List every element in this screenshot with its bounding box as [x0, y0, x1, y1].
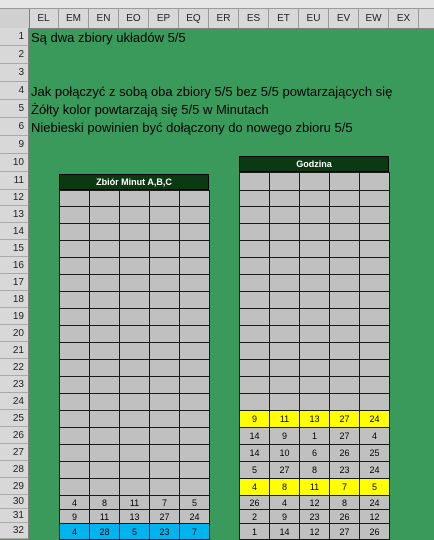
- left_table-cell-r21-c4[interactable]: [149, 342, 180, 360]
- left_table-cell-r12-c5[interactable]: [179, 190, 210, 207]
- right_table-cell-r13-c3[interactable]: [299, 206, 330, 224]
- right_table-cell-r19-c5[interactable]: [359, 308, 390, 326]
- row-header-5[interactable]: 5: [0, 100, 29, 118]
- right_table-cell-r23-c4[interactable]: [329, 376, 360, 394]
- right_table-cell-r15-c3[interactable]: [299, 240, 330, 258]
- right_table-cell-r30-c3[interactable]: 12: [299, 495, 330, 510]
- right_table-cell-r15-c2[interactable]: [269, 240, 300, 258]
- left_table-cell-r13-c4[interactable]: [149, 206, 180, 224]
- right_table-cell-r11-c5[interactable]: [359, 172, 390, 191]
- right_table-cell-r20-c5[interactable]: [359, 325, 390, 343]
- right_table-cell-r26-c1[interactable]: 14: [239, 427, 270, 445]
- right_table-cell-r11-c2[interactable]: [269, 172, 300, 191]
- right_table-cell-r17-c4[interactable]: [329, 274, 360, 292]
- right_table-cell-r12-c5[interactable]: [359, 190, 390, 207]
- left_table-cell-r29-c3[interactable]: [119, 478, 150, 496]
- left_table-cell-r23-c3[interactable]: [119, 376, 150, 394]
- left_table-cell-r27-c5[interactable]: [179, 444, 210, 462]
- left_table-cell-r24-c4[interactable]: [149, 393, 180, 411]
- left_table-cell-r23-c1[interactable]: [59, 376, 90, 394]
- right_table-cell-r19-c3[interactable]: [299, 308, 330, 326]
- right_table-cell-r19-c2[interactable]: [269, 308, 300, 326]
- right_table-cell-r14-c3[interactable]: [299, 223, 330, 241]
- right_table-cell-r21-c5[interactable]: [359, 342, 390, 360]
- left_table-cell-r27-c1[interactable]: [59, 444, 90, 462]
- left_table-cell-r17-c4[interactable]: [149, 274, 180, 292]
- left_table-cell-r17-c5[interactable]: [179, 274, 210, 292]
- left_table-title: Zbiór Minut A,B,C: [59, 174, 209, 190]
- row-header-27[interactable]: 27: [0, 444, 29, 461]
- left_table-cell-r18-c5[interactable]: [179, 291, 210, 309]
- right_table-cell-r22-c1[interactable]: [239, 359, 270, 377]
- left_table-cell-r14-c2[interactable]: [89, 223, 120, 241]
- left_table-cell-r14-c3[interactable]: [119, 223, 150, 241]
- column-header-ev[interactable]: EV: [329, 9, 359, 28]
- right_table-cell-r17-c2[interactable]: [269, 274, 300, 292]
- column-header-er[interactable]: ER: [209, 9, 239, 28]
- select-all-corner[interactable]: [0, 9, 30, 28]
- column-header-em[interactable]: EM: [59, 9, 89, 28]
- left_table-cell-r21-c3[interactable]: [119, 342, 150, 360]
- right_table-cell-r11-c3[interactable]: [299, 172, 330, 191]
- left_table-cell-r24-c1[interactable]: [59, 393, 90, 411]
- left_table-cell-r25-c3[interactable]: [119, 410, 150, 428]
- row-header-24[interactable]: 24: [0, 393, 29, 410]
- right_table-cell-r31-c4[interactable]: 26: [329, 509, 360, 524]
- left_table-cell-r18-c1[interactable]: [59, 291, 90, 309]
- right_table-cell-r20-c4[interactable]: [329, 325, 360, 343]
- left_table-cell-r25-c1[interactable]: [59, 410, 90, 428]
- right_table-cell-r24-c1[interactable]: [239, 393, 270, 411]
- right_table-cell-r26-c3[interactable]: 1: [299, 427, 330, 445]
- row-header-26[interactable]: 26: [0, 427, 29, 444]
- left_table-cell-r13-c1[interactable]: [59, 206, 90, 224]
- right_table-cell-r12-c3[interactable]: [299, 190, 330, 207]
- left_table-cell-r21-c1[interactable]: [59, 342, 90, 360]
- row-header-25[interactable]: 25: [0, 410, 29, 427]
- left_table-cell-r31-c1[interactable]: 9: [59, 509, 90, 524]
- row-header-19[interactable]: 19: [0, 308, 29, 325]
- left_table-cell-r27-c2[interactable]: [89, 444, 120, 462]
- column-header-eu[interactable]: EU: [299, 9, 329, 28]
- right_table-cell-r14-c2[interactable]: [269, 223, 300, 241]
- note-text-row-6[interactable]: Niebieski powinien być dołączony do nowego zbioru 5/5: [31, 120, 353, 135]
- row-header-28[interactable]: 28: [0, 461, 29, 478]
- left_table-cell-r15-c5[interactable]: [179, 240, 210, 258]
- left_table-cell-r25-c2[interactable]: [89, 410, 120, 428]
- row-header-11[interactable]: 11: [0, 172, 29, 190]
- left_table-cell-r28-c1[interactable]: [59, 461, 90, 479]
- right_table-cell-r32-c1[interactable]: 1: [239, 523, 270, 540]
- left_table-cell-r28-c2[interactable]: [89, 461, 120, 479]
- left_table-cell-r26-c1[interactable]: [59, 427, 90, 445]
- right_table-cell-r13-c2[interactable]: [269, 206, 300, 224]
- left_table-cell-r23-c5[interactable]: [179, 376, 210, 394]
- right_table-cell-r17-c5[interactable]: [359, 274, 390, 292]
- right_table-cell-r30-c5[interactable]: 24: [359, 495, 390, 510]
- left_table-cell-r26-c5[interactable]: [179, 427, 210, 445]
- note-text-row-5[interactable]: Żółty kolor powtarzają się 5/5 w Minutach: [31, 102, 269, 117]
- left_table-cell-r15-c4[interactable]: [149, 240, 180, 258]
- column-header-ex[interactable]: EX: [389, 9, 419, 28]
- right_table-cell-r18-c1[interactable]: [239, 291, 270, 309]
- right_table-cell-r28-c4[interactable]: 23: [329, 461, 360, 479]
- row-header-15[interactable]: 15: [0, 240, 29, 257]
- right_table-cell-r13-c4[interactable]: [329, 206, 360, 224]
- left_table-cell-r28-c3[interactable]: [119, 461, 150, 479]
- left_table-cell-r28-c4[interactable]: [149, 461, 180, 479]
- left_table-cell-r19-c2[interactable]: [89, 308, 120, 326]
- right_table-cell-r22-c2[interactable]: [269, 359, 300, 377]
- left_table-cell-r32-c1[interactable]: 4: [59, 523, 90, 540]
- left_table-cell-r32-c4[interactable]: 23: [149, 523, 180, 540]
- right_table-cell-r31-c2[interactable]: 9: [269, 509, 300, 524]
- right_table-cell-r26-c5[interactable]: 4: [359, 427, 390, 445]
- right_table-cell-r16-c1[interactable]: [239, 257, 270, 275]
- right_table-cell-r16-c5[interactable]: [359, 257, 390, 275]
- left_table-cell-r15-c2[interactable]: [89, 240, 120, 258]
- left_table-cell-r22-c5[interactable]: [179, 359, 210, 377]
- right_table-cell-r11-c4[interactable]: [329, 172, 360, 191]
- right_table-cell-r21-c4[interactable]: [329, 342, 360, 360]
- left_table-cell-r18-c4[interactable]: [149, 291, 180, 309]
- row-header-2[interactable]: 2: [0, 46, 29, 64]
- right_table-cell-r13-c1[interactable]: [239, 206, 270, 224]
- left_table-cell-r19-c3[interactable]: [119, 308, 150, 326]
- right_table-cell-r29-c1[interactable]: 4: [239, 478, 270, 496]
- left_table-cell-r19-c4[interactable]: [149, 308, 180, 326]
- note-text-row-1[interactable]: Są dwa zbiory układów 5/5: [31, 30, 186, 45]
- row-header-14[interactable]: 14: [0, 223, 29, 240]
- left_table-cell-r30-c2[interactable]: 8: [89, 495, 120, 510]
- row-header-13[interactable]: 13: [0, 206, 29, 223]
- right_table-cell-r22-c4[interactable]: [329, 359, 360, 377]
- left_table-cell-r27-c3[interactable]: [119, 444, 150, 462]
- left_table-cell-r18-c2[interactable]: [89, 291, 120, 309]
- right_table-cell-r19-c1[interactable]: [239, 308, 270, 326]
- left_table-cell-r14-c4[interactable]: [149, 223, 180, 241]
- right_table-cell-r16-c2[interactable]: [269, 257, 300, 275]
- right_table-cell-r26-c2[interactable]: 9: [269, 427, 300, 445]
- row-header-6[interactable]: 6: [0, 118, 29, 136]
- left_table-cell-r20-c5[interactable]: [179, 325, 210, 343]
- column-header-el[interactable]: EL: [29, 9, 59, 28]
- right_table-cell-r14-c4[interactable]: [329, 223, 360, 241]
- row-header-9[interactable]: 9: [0, 136, 29, 154]
- left_table-cell-r21-c2[interactable]: [89, 342, 120, 360]
- right_table-cell-r32-c2[interactable]: 14: [269, 523, 300, 540]
- left_table-cell-r25-c5[interactable]: [179, 410, 210, 428]
- column-header-et[interactable]: ET: [269, 9, 299, 28]
- right_table-cell-r16-c3[interactable]: [299, 257, 330, 275]
- left_table-cell-r20-c2[interactable]: [89, 325, 120, 343]
- left_table-cell-r27-c4[interactable]: [149, 444, 180, 462]
- toolbar-strip: [0, 0, 434, 9]
- right_table-cell-r25-c3[interactable]: 13: [299, 410, 330, 428]
- right_table-cell-r29-c3[interactable]: 11: [299, 478, 330, 496]
- right_table-cell-r23-c3[interactable]: [299, 376, 330, 394]
- left_table-cell-r17-c3[interactable]: [119, 274, 150, 292]
- right_table-cell-r18-c3[interactable]: [299, 291, 330, 309]
- left_table-cell-r12-c4[interactable]: [149, 190, 180, 207]
- row-header-3[interactable]: 3: [0, 64, 29, 82]
- left_table-cell-r29-c5[interactable]: [179, 478, 210, 496]
- right_table-cell-r28-c2[interactable]: 27: [269, 461, 300, 479]
- left_table-cell-r26-c2[interactable]: [89, 427, 120, 445]
- row-header-17[interactable]: 17: [0, 274, 29, 291]
- right_table-cell-r22-c5[interactable]: [359, 359, 390, 377]
- right_table-cell-r14-c5[interactable]: [359, 223, 390, 241]
- left_table-cell-r21-c5[interactable]: [179, 342, 210, 360]
- left_table-cell-r26-c3[interactable]: [119, 427, 150, 445]
- right_table-cell-r24-c5[interactable]: [359, 393, 390, 411]
- left_table-cell-r26-c4[interactable]: [149, 427, 180, 445]
- right_table-cell-r18-c2[interactable]: [269, 291, 300, 309]
- left_table-cell-r24-c2[interactable]: [89, 393, 120, 411]
- left_table-cell-r32-c5[interactable]: 7: [179, 523, 210, 540]
- left_table-cell-r13-c5[interactable]: [179, 206, 210, 224]
- left_table-cell-r24-c3[interactable]: [119, 393, 150, 411]
- left_table-cell-r22-c4[interactable]: [149, 359, 180, 377]
- right_table-cell-r18-c5[interactable]: [359, 291, 390, 309]
- row-header-23[interactable]: 23: [0, 376, 29, 393]
- right_table-cell-r31-c3[interactable]: 23: [299, 509, 330, 524]
- right_table-cell-r30-c2[interactable]: 4: [269, 495, 300, 510]
- right_table-cell-r11-c1[interactable]: [239, 172, 270, 191]
- left_table-cell-r15-c3[interactable]: [119, 240, 150, 258]
- left_table-cell-r20-c1[interactable]: [59, 325, 90, 343]
- right_table-cell-r31-c5[interactable]: 12: [359, 509, 390, 524]
- note-text-row-4[interactable]: Jak połączyć z sobą oba zbiory 5/5 bez 5/5 powtarzających się: [31, 84, 393, 99]
- left_table-cell-r30-c1[interactable]: 4: [59, 495, 90, 510]
- right_table-cell-r26-c4[interactable]: 27: [329, 427, 360, 445]
- left_table-cell-r19-c1[interactable]: [59, 308, 90, 326]
- right_table-cell-r21-c2[interactable]: [269, 342, 300, 360]
- right_table-cell-r12-c2[interactable]: [269, 190, 300, 207]
- left_table-cell-r16-c5[interactable]: [179, 257, 210, 275]
- right_table-cell-r28-c3[interactable]: 8: [299, 461, 330, 479]
- left_table-cell-r32-c2[interactable]: 28: [89, 523, 120, 540]
- column-header-bar: [0, 9, 434, 29]
- right_table-cell-r25-c5[interactable]: 24: [359, 410, 390, 428]
- left_table-cell-r16-c1[interactable]: [59, 257, 90, 275]
- left_table-cell-r20-c3[interactable]: [119, 325, 150, 343]
- left_table-cell-r22-c3[interactable]: [119, 359, 150, 377]
- right_table-cell-r27-c5[interactable]: 25: [359, 444, 390, 462]
- column-header-ew[interactable]: EW: [359, 9, 389, 28]
- left_table-cell-r12-c2[interactable]: [89, 190, 120, 207]
- right_table-cell-r18-c4[interactable]: [329, 291, 360, 309]
- left_table-cell-r31-c4[interactable]: 27: [149, 509, 180, 524]
- left_table-cell-r12-c3[interactable]: [119, 190, 150, 207]
- left_table-cell-r29-c4[interactable]: [149, 478, 180, 496]
- left_table-cell-r22-c2[interactable]: [89, 359, 120, 377]
- left_table-cell-r30-c3[interactable]: 11: [119, 495, 150, 510]
- right_table-cell-r23-c1[interactable]: [239, 376, 270, 394]
- right_table-cell-r24-c3[interactable]: [299, 393, 330, 411]
- right_table-cell-r27-c1[interactable]: 14: [239, 444, 270, 462]
- left_table-cell-r15-c1[interactable]: [59, 240, 90, 258]
- column-header-eq[interactable]: EQ: [179, 9, 209, 28]
- left_table-cell-r29-c1[interactable]: [59, 478, 90, 496]
- left_table-cell-r12-c1[interactable]: [59, 190, 90, 207]
- right_table-cell-r13-c5[interactable]: [359, 206, 390, 224]
- row-header-20[interactable]: 20: [0, 325, 29, 342]
- row-header-31[interactable]: 31: [0, 509, 29, 523]
- row-header-18[interactable]: 18: [0, 291, 29, 308]
- right_table-cell-r28-c5[interactable]: 24: [359, 461, 390, 479]
- right_table-cell-r32-c3[interactable]: 12: [299, 523, 330, 540]
- right_table-cell-r24-c4[interactable]: [329, 393, 360, 411]
- row-header-29[interactable]: 29: [0, 478, 29, 495]
- right_table-cell-r24-c2[interactable]: [269, 393, 300, 411]
- right_table-cell-r12-c4[interactable]: [329, 190, 360, 207]
- right_table-cell-r28-c1[interactable]: 5: [239, 461, 270, 479]
- right_table-cell-r15-c1[interactable]: [239, 240, 270, 258]
- right_table-cell-r17-c3[interactable]: [299, 274, 330, 292]
- right_table-cell-r17-c1[interactable]: [239, 274, 270, 292]
- row-header-32[interactable]: 32: [0, 523, 29, 539]
- left_table-cell-r16-c4[interactable]: [149, 257, 180, 275]
- right_table-cell-r12-c1[interactable]: [239, 190, 270, 207]
- right_table-cell-r29-c4[interactable]: 7: [329, 478, 360, 496]
- left_table-cell-r13-c2[interactable]: [89, 206, 120, 224]
- left_table-cell-r24-c5[interactable]: [179, 393, 210, 411]
- left_table-cell-r25-c4[interactable]: [149, 410, 180, 428]
- right_table-cell-r31-c1[interactable]: 2: [239, 509, 270, 524]
- left_table-cell-r32-c3[interactable]: 5: [119, 523, 150, 540]
- right_table-cell-r25-c4[interactable]: 27: [329, 410, 360, 428]
- left_table-cell-r31-c5[interactable]: 24: [179, 509, 210, 524]
- right_table-cell-r20-c3[interactable]: [299, 325, 330, 343]
- column-header-eo[interactable]: EO: [119, 9, 149, 28]
- right_table-cell-r19-c4[interactable]: [329, 308, 360, 326]
- right_table-cell-r21-c3[interactable]: [299, 342, 330, 360]
- left_table-cell-r18-c3[interactable]: [119, 291, 150, 309]
- row-header-30[interactable]: 30: [0, 495, 29, 509]
- right_table-cell-r20-c1[interactable]: [239, 325, 270, 343]
- left_table-cell-r30-c5[interactable]: 5: [179, 495, 210, 510]
- left_table-cell-r17-c1[interactable]: [59, 274, 90, 292]
- right_table-cell-r27-c2[interactable]: 10: [269, 444, 300, 462]
- right_table-title: Godzina: [239, 156, 389, 172]
- left_table-cell-r22-c1[interactable]: [59, 359, 90, 377]
- left_table-cell-r14-c5[interactable]: [179, 223, 210, 241]
- left_table-cell-r23-c2[interactable]: [89, 376, 120, 394]
- right_table-cell-r27-c3[interactable]: 6: [299, 444, 330, 462]
- right_table-cell-r30-c1[interactable]: 26: [239, 495, 270, 510]
- row-header-1[interactable]: 1: [0, 28, 29, 46]
- right_table-cell-r25-c1[interactable]: 9: [239, 410, 270, 428]
- left_table-cell-r30-c4[interactable]: 7: [149, 495, 180, 510]
- column-header-ep[interactable]: EP: [149, 9, 179, 28]
- right_table-cell-r29-c2[interactable]: 8: [269, 478, 300, 496]
- column-header-en[interactable]: EN: [89, 9, 119, 28]
- right_table-cell-r23-c5[interactable]: [359, 376, 390, 394]
- right_table-cell-r32-c4[interactable]: 27: [329, 523, 360, 540]
- left_table-cell-r19-c5[interactable]: [179, 308, 210, 326]
- left_table-cell-r16-c3[interactable]: [119, 257, 150, 275]
- left_table-cell-r16-c2[interactable]: [89, 257, 120, 275]
- right_table-cell-r27-c4[interactable]: 26: [329, 444, 360, 462]
- row-header-16[interactable]: 16: [0, 257, 29, 274]
- row-header-4[interactable]: 4: [0, 82, 29, 100]
- left_table-cell-r13-c3[interactable]: [119, 206, 150, 224]
- row-header-21[interactable]: 21: [0, 342, 29, 359]
- right_table-cell-r32-c5[interactable]: 26: [359, 523, 390, 540]
- left_table-cell-r31-c2[interactable]: 11: [89, 509, 120, 524]
- column-header-es[interactable]: ES: [239, 9, 269, 28]
- row-header-22[interactable]: 22: [0, 359, 29, 376]
- right_table-cell-r20-c2[interactable]: [269, 325, 300, 343]
- left_table-cell-r31-c3[interactable]: 13: [119, 509, 150, 524]
- left_table-cell-r14-c1[interactable]: [59, 223, 90, 241]
- right_table-cell-r29-c5[interactable]: 5: [359, 478, 390, 496]
- right_table-cell-r23-c2[interactable]: [269, 376, 300, 394]
- right_table-cell-r15-c4[interactable]: [329, 240, 360, 258]
- left_table-cell-r23-c4[interactable]: [149, 376, 180, 394]
- left_table-cell-r29-c2[interactable]: [89, 478, 120, 496]
- row-header-12[interactable]: 12: [0, 190, 29, 206]
- right_table-cell-r16-c4[interactable]: [329, 257, 360, 275]
- right_table-cell-r30-c4[interactable]: 8: [329, 495, 360, 510]
- left_table-cell-r28-c5[interactable]: [179, 461, 210, 479]
- left_table-cell-r20-c4[interactable]: [149, 325, 180, 343]
- right_table-cell-r25-c2[interactable]: 11: [269, 410, 300, 428]
- left_table-cell-r17-c2[interactable]: [89, 274, 120, 292]
- right_table-cell-r14-c1[interactable]: [239, 223, 270, 241]
- row-header-10[interactable]: 10: [0, 154, 29, 172]
- right_table-cell-r15-c5[interactable]: [359, 240, 390, 258]
- right_table-cell-r22-c3[interactable]: [299, 359, 330, 377]
- right_table-cell-r21-c1[interactable]: [239, 342, 270, 360]
